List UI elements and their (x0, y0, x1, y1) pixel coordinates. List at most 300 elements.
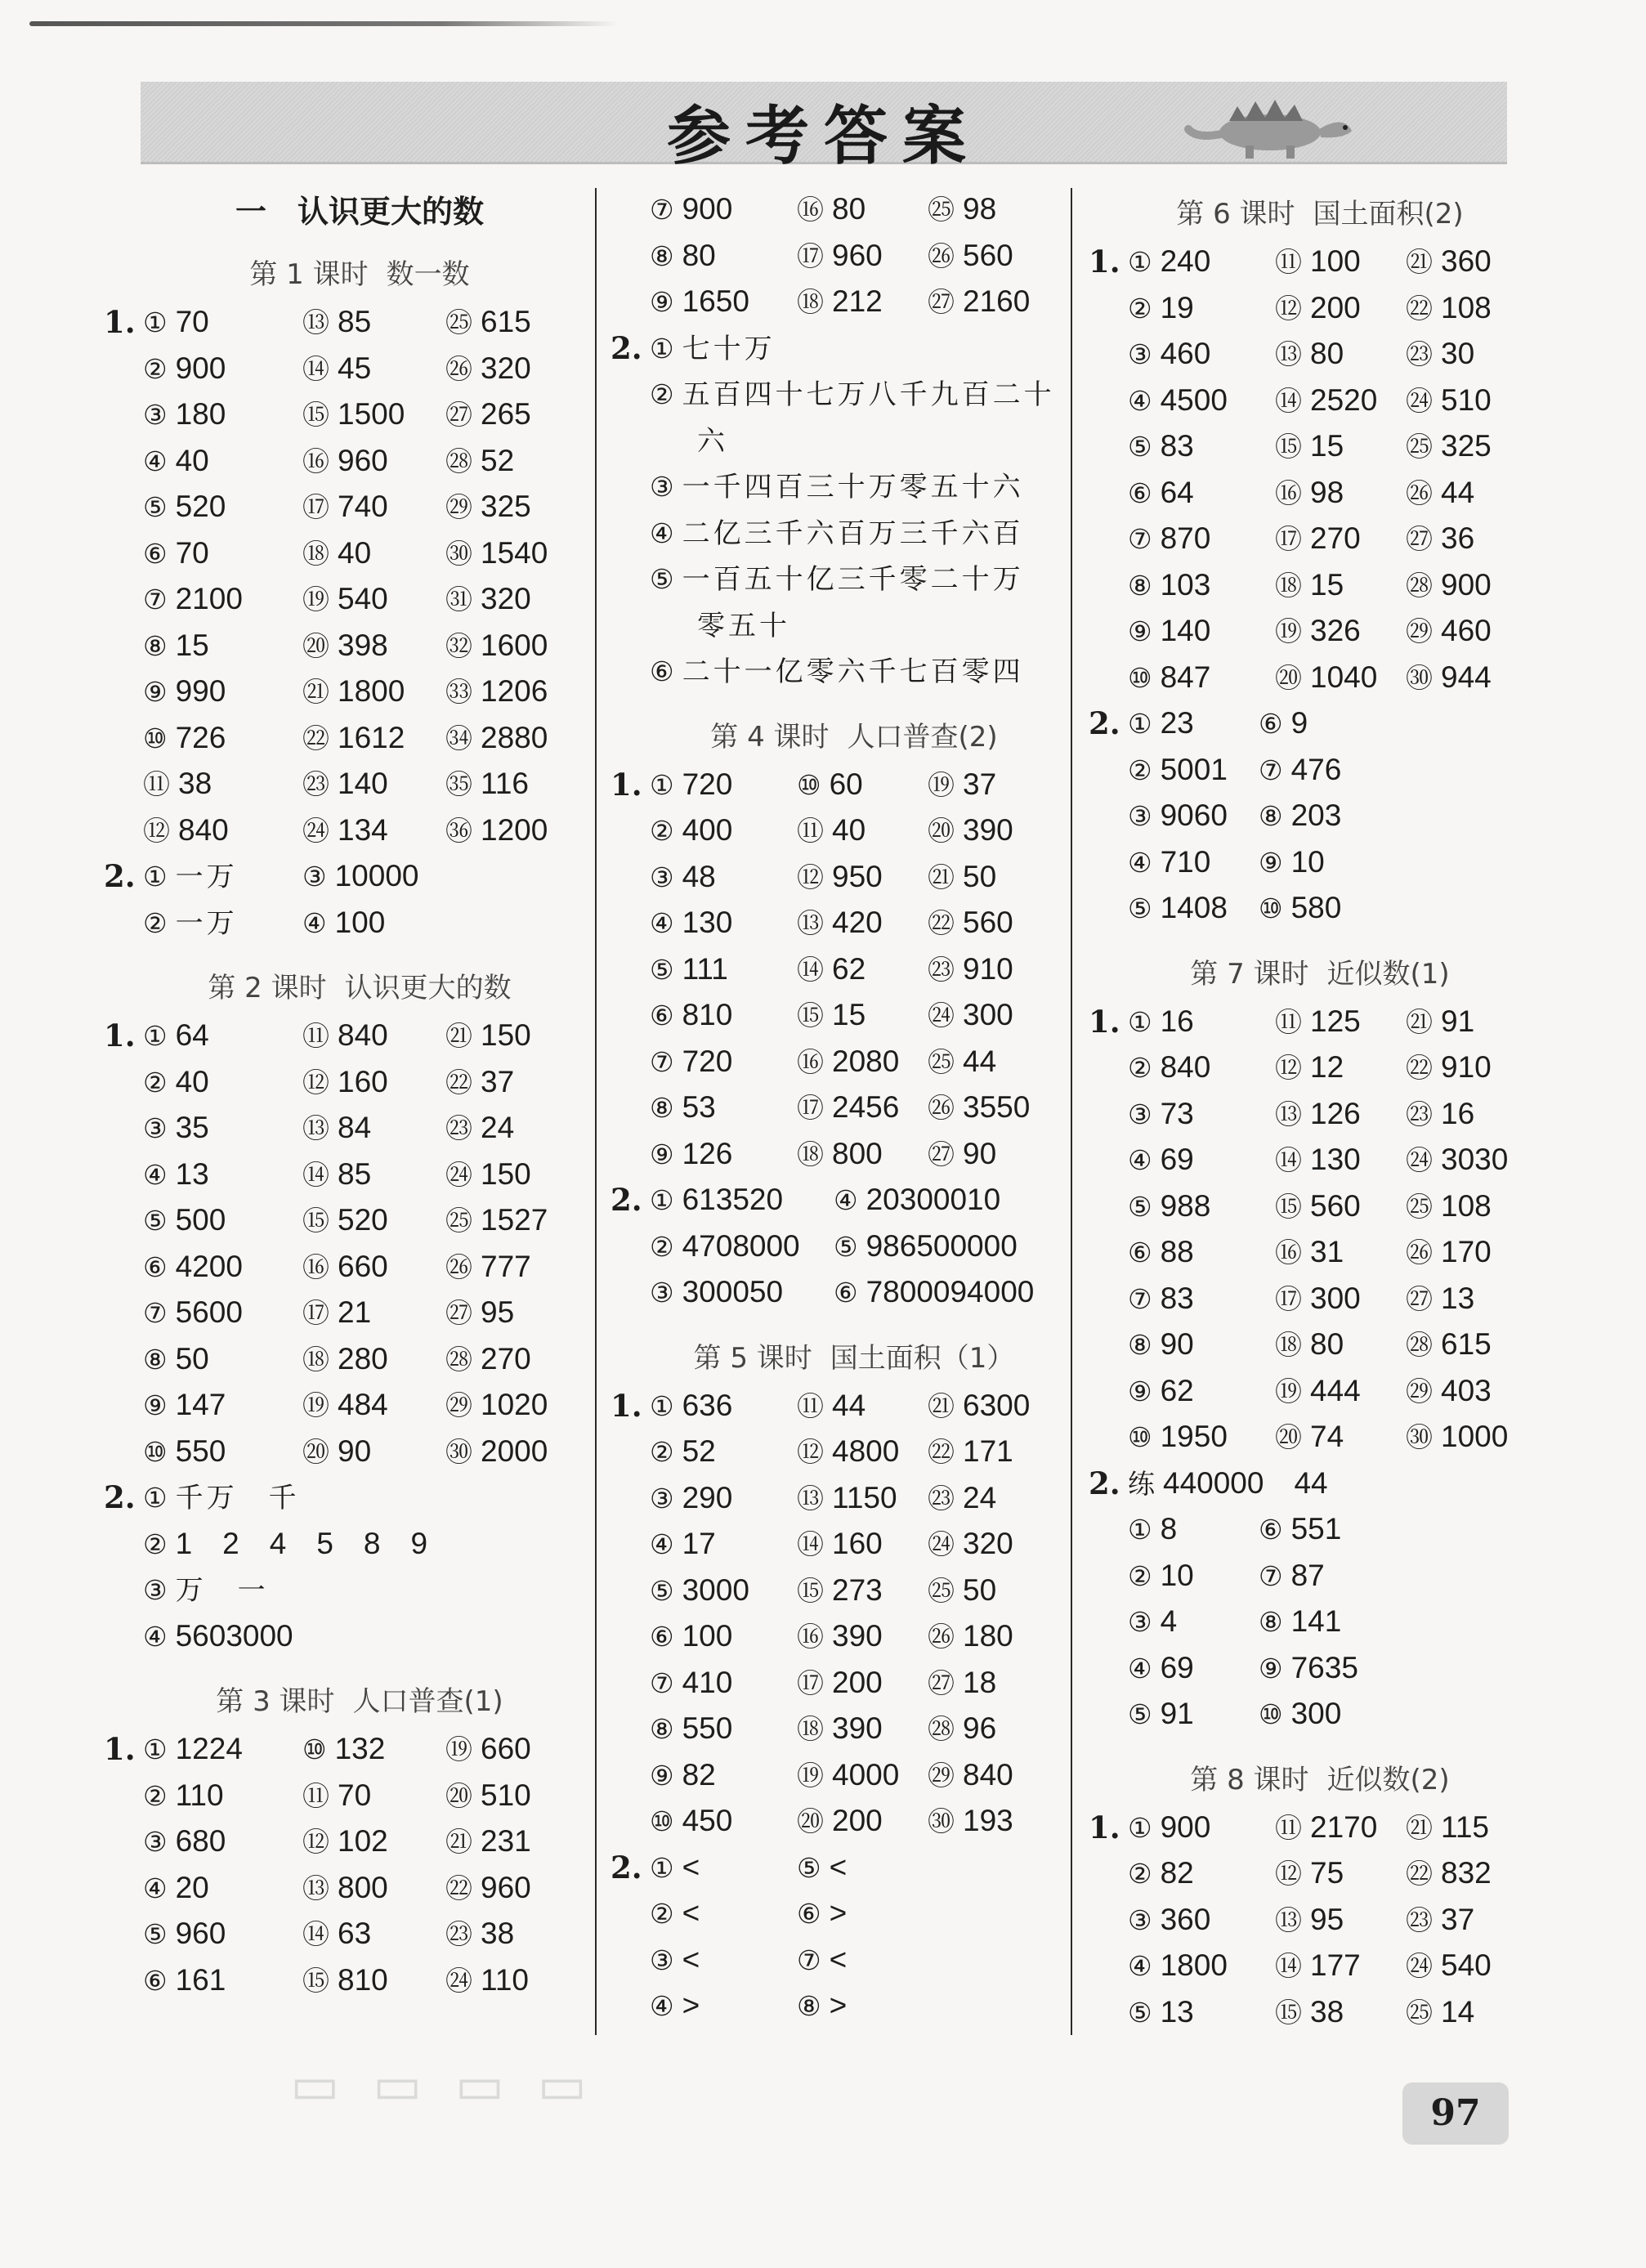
item-marker: ⑧ (1259, 1606, 1283, 1638)
item-value: 2520 (1310, 382, 1378, 417)
item-marker: ④ (143, 1158, 168, 1191)
item-value: 100 (682, 1619, 733, 1653)
answer-item (1275, 1414, 1344, 1461)
answer-item (797, 233, 883, 280)
answer-row (1128, 470, 1512, 517)
item-value: 680 (175, 1824, 226, 1858)
item-marker: ⑪ (143, 768, 170, 800)
answer-item (1275, 239, 1361, 286)
item-value: 40 (338, 535, 372, 570)
answer-item (928, 762, 996, 809)
item-value: 1200 (481, 812, 548, 847)
item-marker: ㉒ (928, 907, 955, 939)
answer-row (650, 1937, 1058, 1984)
answer-item (1406, 378, 1492, 425)
item-value: 290 (682, 1480, 733, 1514)
item-marker: ㉕ (445, 306, 472, 338)
item-marker: ⑱ (302, 537, 329, 570)
answer-item (302, 1290, 371, 1337)
answer-row (143, 438, 576, 485)
item-marker: ⑬ (1275, 1903, 1302, 1936)
item-marker: ③ (1128, 1903, 1152, 1936)
answer-item (143, 1474, 300, 1522)
item-value: 二亿三千六百万三千六百 (682, 517, 1024, 550)
answer-item (650, 1890, 700, 1938)
answer-row (650, 1890, 1058, 1937)
item-value: < (682, 1896, 700, 1930)
item-value: 10 (1160, 1558, 1194, 1592)
page-title: 参考答案 (666, 99, 981, 173)
answer-item (143, 1429, 226, 1476)
item-marker: ③ (650, 861, 674, 893)
item-value: 36 (1441, 521, 1475, 555)
item-value: 110 (481, 1962, 529, 1997)
item-value: 1224 (175, 1732, 243, 1765)
item-value: 15 (1310, 429, 1344, 463)
item-marker: ㉘ (445, 445, 472, 477)
item-value: 4000 (832, 1757, 900, 1792)
item-value: 4200 (175, 1249, 243, 1283)
item-value: 320 (481, 582, 531, 615)
chapter-title: 一 认识更大的数 (235, 195, 484, 230)
item-value: > (829, 1896, 848, 1930)
item-value: 1500 (338, 397, 405, 431)
item-marker: ⑥ (797, 1898, 821, 1930)
item-marker: ⑱ (797, 286, 824, 318)
item-marker: ⑤ (143, 1205, 168, 1237)
item-value: 273 (832, 1572, 883, 1607)
item-marker: ㉔ (1406, 384, 1433, 417)
answer-item (797, 1937, 847, 1984)
item-value: 116 (481, 767, 529, 800)
answer-item (1406, 1414, 1508, 1461)
item-value: 100 (1310, 244, 1361, 278)
answer-item (302, 438, 388, 485)
answer-item (1259, 1645, 1358, 1693)
item-value: 160 (832, 1527, 883, 1560)
item-value: 988 (1160, 1188, 1211, 1223)
answer-item (928, 1706, 996, 1753)
item-value: 270 (1310, 521, 1361, 555)
item-value: 390 (963, 813, 1013, 847)
answer-item (650, 1845, 700, 1892)
item-marker: ⑲ (1275, 1375, 1302, 1407)
answer-item (445, 391, 531, 439)
answer-item (1406, 1368, 1492, 1416)
answer-item (143, 1773, 224, 1820)
item-marker: ⑰ (1275, 523, 1302, 555)
answer-row (143, 1865, 576, 1912)
item-value: 636 (682, 1388, 733, 1422)
item-value: 810 (682, 998, 733, 1031)
item-marker: ⑳ (1275, 1421, 1302, 1453)
answer-row (650, 1085, 1058, 1131)
answer-item (650, 1383, 732, 1430)
answer-item (1259, 885, 1341, 933)
item-marker: ⑬ (797, 1482, 824, 1514)
answer-item (143, 1382, 226, 1429)
answer-item (1275, 608, 1361, 655)
item-marker: ⑲ (445, 1733, 472, 1765)
answer-item (1275, 1897, 1344, 1944)
answer-item (1128, 1414, 1228, 1461)
item-marker: ⑳ (1275, 661, 1302, 694)
answer-item (1275, 562, 1344, 610)
item-value: > (829, 1988, 848, 2022)
item-value: 七十万 (682, 332, 776, 365)
answer-row (143, 807, 576, 854)
item-marker: ㉒ (302, 722, 329, 754)
item-value: 900 (1160, 1809, 1211, 1844)
item-value: 847 (1160, 660, 1211, 694)
answer-row (143, 391, 576, 438)
item-value: 62 (1160, 1373, 1194, 1407)
item-value: 398 (338, 628, 388, 662)
item-marker: ④ (143, 1620, 168, 1653)
answer-row (104, 1474, 576, 1521)
answer-item (143, 623, 209, 670)
answer-row (1128, 378, 1512, 424)
answer-item (1128, 1091, 1194, 1138)
answer-item (928, 1131, 996, 1179)
item-value: 125 (1310, 1004, 1361, 1038)
answer-row (1128, 562, 1512, 609)
item-value: 900 (175, 351, 226, 385)
item-marker: ⑫ (143, 814, 170, 847)
answer-item (797, 1131, 883, 1179)
answer-row (143, 1336, 576, 1383)
item-value: 1020 (481, 1388, 548, 1421)
item-marker: ⑫ (1275, 1858, 1302, 1890)
answer-item (650, 1798, 732, 1845)
item-marker: ③ (1128, 800, 1152, 832)
answer-item (302, 1865, 388, 1912)
answer-item (302, 853, 418, 901)
answer-row (650, 186, 1058, 233)
answer-row (611, 1845, 1058, 1891)
item-value: 126 (1310, 1096, 1361, 1130)
item-value: 115 (1441, 1809, 1489, 1844)
answer-item (650, 1475, 732, 1523)
answer-item (445, 1244, 531, 1291)
answer-item (1128, 1461, 1328, 1508)
item-value: 1650 (682, 284, 749, 318)
answer-item (797, 1383, 865, 1430)
answer-item (143, 1197, 226, 1245)
item-value: 140 (1160, 614, 1211, 647)
answer-item (650, 418, 728, 465)
answer-item (302, 1773, 371, 1820)
answer-row (650, 1798, 1058, 1845)
item-value: 200 (832, 1665, 883, 1699)
item-value: 810 (338, 1962, 388, 1997)
item-value: 2170 (1310, 1809, 1378, 1844)
item-value: 108 (1441, 290, 1492, 324)
item-marker: ⑧ (797, 1990, 821, 2022)
item-marker: ㉕ (928, 194, 955, 226)
item-value: 4708000 (682, 1228, 800, 1263)
item-value: 460 (1160, 337, 1211, 370)
answer-item (1406, 423, 1492, 471)
item-marker: ⑯ (797, 1621, 824, 1653)
item-value: 1150 (832, 1480, 897, 1514)
item-marker: ① (1128, 1811, 1152, 1844)
answer-item (302, 715, 405, 763)
answer-row (143, 669, 576, 715)
answer-item (650, 807, 732, 855)
answer-item (445, 761, 529, 808)
answers-l2q1 (104, 1013, 576, 1474)
answer-item (1406, 1805, 1489, 1852)
item-marker: ㉖ (928, 1621, 955, 1653)
answer-item (650, 1223, 800, 1271)
item-value: 520 (338, 1203, 388, 1237)
item-value: 944 (1441, 660, 1492, 694)
answers-l3q1-part2 (650, 186, 1058, 325)
answer-row (1128, 1229, 1512, 1276)
item-marker: ③ (143, 399, 168, 431)
answer-item (302, 1152, 371, 1199)
item-value: 510 (481, 1778, 531, 1812)
item-marker: ㉙ (1406, 615, 1433, 647)
item-value: 17 (682, 1527, 716, 1560)
item-value: 550 (682, 1711, 733, 1745)
item-marker: ② (1128, 1858, 1152, 1890)
answer-item (1128, 1943, 1228, 1990)
item-value: 15 (175, 628, 209, 662)
item-value: 60 (829, 767, 863, 801)
item-value: 840 (963, 1757, 1013, 1792)
answer-item (1128, 423, 1194, 471)
item-marker: ① (650, 1184, 674, 1216)
lesson-7-title: 第 7 课时 近似数(1) (1190, 957, 1450, 991)
item-value: 96 (963, 1711, 997, 1745)
item-marker: ㉒ (1406, 1858, 1433, 1890)
answers-l3q2 (611, 325, 1058, 695)
answer-item (797, 1798, 883, 1845)
item-value: 一万 (175, 906, 238, 940)
answer-item (1275, 1276, 1361, 1323)
item-value: 一百五十亿三千零二十万 (682, 563, 1024, 596)
answer-row (1128, 1045, 1512, 1091)
answer-item (302, 530, 371, 578)
answer-item (650, 1521, 716, 1568)
item-marker: ④ (1128, 384, 1152, 417)
item-value: 9060 (1160, 798, 1228, 832)
item-value: 720 (682, 767, 733, 801)
answer-row (1128, 423, 1512, 470)
item-value: 800 (338, 1870, 388, 1904)
item-value: 3550 (963, 1090, 1031, 1124)
answer-item (302, 623, 388, 670)
item-value: 13 (1160, 1994, 1194, 2029)
item-value: 960 (481, 1870, 531, 1904)
answer-row (1128, 839, 1512, 886)
item-marker: ⑬ (1275, 1098, 1302, 1130)
answer-item (928, 900, 1013, 947)
item-marker: ⑬ (1275, 338, 1302, 370)
item-value: 510 (1441, 382, 1492, 417)
lesson-3-title: 第 3 课时 人口普查(1) (216, 1685, 503, 1718)
item-value: 74 (1310, 1420, 1344, 1453)
item-value: 1540 (481, 535, 548, 570)
answer-item (650, 463, 1024, 511)
answer-item (1128, 655, 1210, 702)
item-value: 326 (1310, 614, 1361, 647)
answer-item (928, 186, 996, 234)
item-value: < (829, 1850, 848, 1884)
question-number: 1. (104, 304, 136, 340)
item-marker: ⑲ (302, 584, 329, 615)
item-marker: ⑥ (650, 1621, 674, 1653)
item-marker: ② (143, 1528, 168, 1560)
item-marker: ③ (650, 1277, 674, 1308)
answer-item (650, 510, 1024, 557)
item-marker: ⑱ (797, 1713, 824, 1745)
answer-item (143, 576, 243, 624)
item-marker: ㉒ (445, 1066, 472, 1098)
item-value: 10 (1290, 844, 1325, 879)
answer-row (611, 762, 1058, 808)
answer-item (302, 576, 388, 624)
item-marker: ⑩ (143, 1435, 168, 1468)
answer-item (1128, 470, 1194, 517)
answer-item (650, 1983, 700, 2030)
item-value: 38 (481, 1917, 515, 1950)
item-marker: ㉟ (445, 768, 472, 800)
item-marker: ⑰ (797, 1092, 824, 1124)
item-marker: ⑧ (1128, 1329, 1152, 1361)
item-marker: ④ (650, 907, 674, 939)
item-value: 70 (338, 1778, 372, 1812)
page-number: 97 (1402, 2082, 1509, 2145)
answer-item (1406, 1897, 1474, 1944)
item-value: 161 (175, 1962, 226, 1997)
item-value: 540 (338, 582, 388, 615)
item-value: 2080 (832, 1044, 900, 1078)
item-marker: ⑲ (1275, 615, 1302, 647)
answer-item (928, 1475, 996, 1523)
item-value: 80 (682, 238, 716, 272)
item-marker: ㉘ (1406, 569, 1433, 602)
answer-item (928, 807, 1013, 855)
answer-item (445, 807, 548, 855)
item-marker: ③ (1128, 1606, 1152, 1638)
item-marker: ㉜ (445, 629, 472, 662)
answer-item (302, 1105, 371, 1152)
answer-item (928, 1039, 996, 1086)
item-marker: ② (1128, 292, 1152, 324)
item-marker: ② (650, 1898, 674, 1930)
item-marker: ① (650, 1851, 674, 1884)
item-value: 540 (1441, 1948, 1492, 1982)
item-value: 50 (175, 1341, 209, 1376)
column-2 (611, 186, 1058, 2029)
item-value: 50 (963, 859, 997, 893)
item-marker: ㉙ (445, 1389, 472, 1421)
answer-item (445, 1429, 548, 1476)
question-number: 1. (104, 1018, 136, 1053)
item-value: 160 (338, 1064, 388, 1098)
answer-row (650, 946, 1058, 993)
answer-row (143, 1105, 576, 1152)
answer-item (302, 1957, 388, 2005)
answer-item (445, 1059, 514, 1107)
item-value: 132 (334, 1732, 386, 1765)
item-marker: ⑦ (1128, 523, 1152, 555)
item-marker: ⑩ (1128, 1421, 1152, 1453)
item-value: 24 (963, 1480, 997, 1514)
answer-item (1406, 1045, 1492, 1092)
lesson-6-title: 第 6 课时 国土面积(2) (1176, 198, 1464, 230)
item-value: 45 (338, 351, 372, 385)
item-marker: ① (650, 1389, 674, 1422)
item-value: 170 (1441, 1235, 1492, 1268)
item-marker: ⑰ (797, 1666, 824, 1699)
answer-item (797, 992, 865, 1040)
item-value: 85 (338, 1156, 372, 1191)
answer-item (143, 391, 226, 439)
answer-item (1128, 285, 1194, 333)
answer-item (928, 1568, 996, 1615)
item-marker: ② (143, 906, 168, 939)
item-marker: ⑱ (1275, 1329, 1302, 1361)
item-marker: ㉑ (1406, 1811, 1433, 1844)
answer-row (1128, 1183, 1512, 1230)
item-marker: ⑭ (1275, 384, 1302, 417)
answer-row (1128, 1989, 1512, 2036)
item-marker: ㉑ (445, 1826, 472, 1858)
item-marker: ⑩ (302, 1733, 327, 1765)
answer-row (143, 346, 576, 392)
item-value: 70 (175, 535, 209, 570)
answer-item (928, 1613, 1013, 1661)
item-marker: ㉑ (445, 1020, 472, 1052)
item-marker: ㉔ (445, 1158, 472, 1191)
item-marker: ㉓ (928, 1482, 955, 1514)
answer-item (650, 325, 776, 373)
item-marker: ㉔ (1406, 1950, 1433, 1982)
answer-item (1128, 1183, 1210, 1231)
answer-item (445, 1773, 531, 1820)
answer-row (650, 992, 1058, 1039)
item-marker: ㉖ (1406, 1237, 1433, 1268)
item-marker: ⑦ (143, 1297, 168, 1329)
item-marker: ㉒ (1406, 1052, 1433, 1084)
item-marker: ⑯ (302, 445, 329, 477)
answers-l7q1 (1089, 999, 1512, 1461)
item-value: 2160 (963, 284, 1031, 318)
item-marker: ⑳ (302, 629, 329, 662)
answer-item (1128, 562, 1210, 610)
item-marker: ⑩ (797, 768, 821, 801)
item-marker: ② (650, 1436, 674, 1468)
item-value: 325 (1441, 429, 1492, 463)
answer-row (1128, 1850, 1512, 1897)
item-value: 726 (175, 720, 226, 754)
item-value: 560 (963, 906, 1013, 939)
answer-item (1406, 1943, 1492, 1990)
item-marker: ㊱ (445, 814, 472, 847)
item-marker: ⑦ (650, 1045, 674, 1078)
item-marker: ⑯ (797, 1045, 824, 1078)
item-marker: ㉔ (1406, 1144, 1433, 1176)
answer-item (928, 854, 996, 901)
answer-item (445, 1152, 531, 1199)
answer-row (650, 1521, 1058, 1568)
answer-item (1275, 1183, 1361, 1231)
answer-item (928, 1660, 996, 1707)
